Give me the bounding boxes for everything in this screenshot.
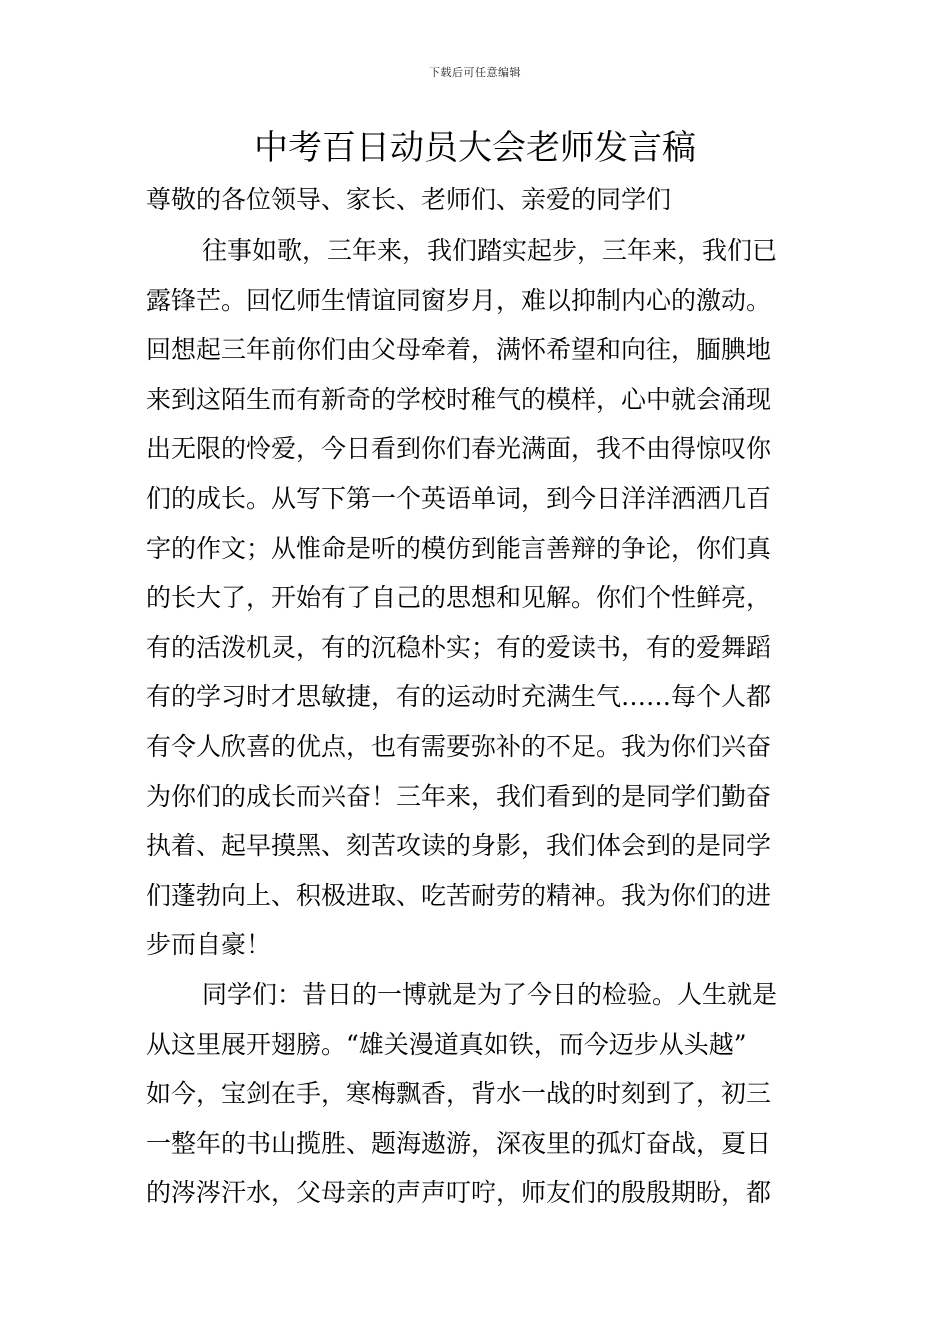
text-line: 从这里展开翅膀。“雄关漫道真如铁，而今迈步从头越” [146, 1029, 747, 1059]
text-line: 一整年的书山揽胜、题海遨游，深夜里的孤灯奋战，夏日 [146, 1128, 772, 1158]
text-line: 步而自豪！ [146, 930, 272, 960]
text-line: 们的成长。从写下第一个英语单词，到今日洋洋洒洒几百 [146, 483, 772, 513]
text-line: 回想起三年前你们由父母牵着，满怀希望和向往，腼腆地 [146, 335, 772, 365]
document-title: 中考百日动员大会老师发言稿 [254, 128, 696, 168]
text-line: 的长大了，开始有了自己的思想和见解。你们个性鲜亮， [146, 583, 772, 613]
document-body [146, 226, 811, 1218]
text-line: 为你们的成长而兴奋！三年来，我们看到的是同学们勤奋 [146, 781, 772, 811]
paragraph-2 [146, 970, 811, 1218]
text-line: 有的活泼机灵，有的沉稳朴实；有的爱读书，有的爱舞蹈 [146, 632, 772, 662]
text-line: 们蓬勃向上、积极进取、吃苦耐劳的精神。我为你们的进 [146, 880, 772, 910]
text-line: 出无限的怜爱，今日看到你们春光满面，我不由得惊叹你 [146, 434, 772, 464]
text-line: 往事如歌，三年来，我们踏实起步，三年来，我们已 [202, 236, 778, 265]
text-line: 同学们：昔日的一博就是为了今日的检验。人生就是 [202, 979, 778, 1009]
text-line: 的涔涔汗水，父母亲的声声叮咛，师友们的殷殷期盼，都 [146, 1178, 772, 1208]
header-note: 下载后可任意编辑 [429, 66, 521, 79]
salutation: 尊敬的各位领导、家长、老师们、亲爱的同学们 [146, 185, 672, 214]
text-line: 如今，宝剑在手，寒梅飘香，背水一战的时刻到了，初三 [146, 1079, 772, 1109]
text-line: 有的学习时才思敏捷，有的运动时充满生气……每个人都 [146, 682, 772, 712]
text-line: 有令人欣喜的优点，也有需要弥补的不足。我为你们兴奋 [146, 731, 772, 761]
text-line: 露锋芒。回忆师生情谊同窗岁月，难以抑制内心的激动。 [146, 285, 772, 315]
paragraph-1 [146, 226, 811, 970]
text-line: 执着、起早摸黑、刻苦攻读的身影，我们体会到的是同学 [146, 831, 772, 861]
text-line: 字的作文；从惟命是听的模仿到能言善辩的争论，你们真 [146, 533, 772, 563]
text-line: 来到这陌生而有新奇的学校时稚气的模样，心中就会涌现 [146, 384, 772, 414]
